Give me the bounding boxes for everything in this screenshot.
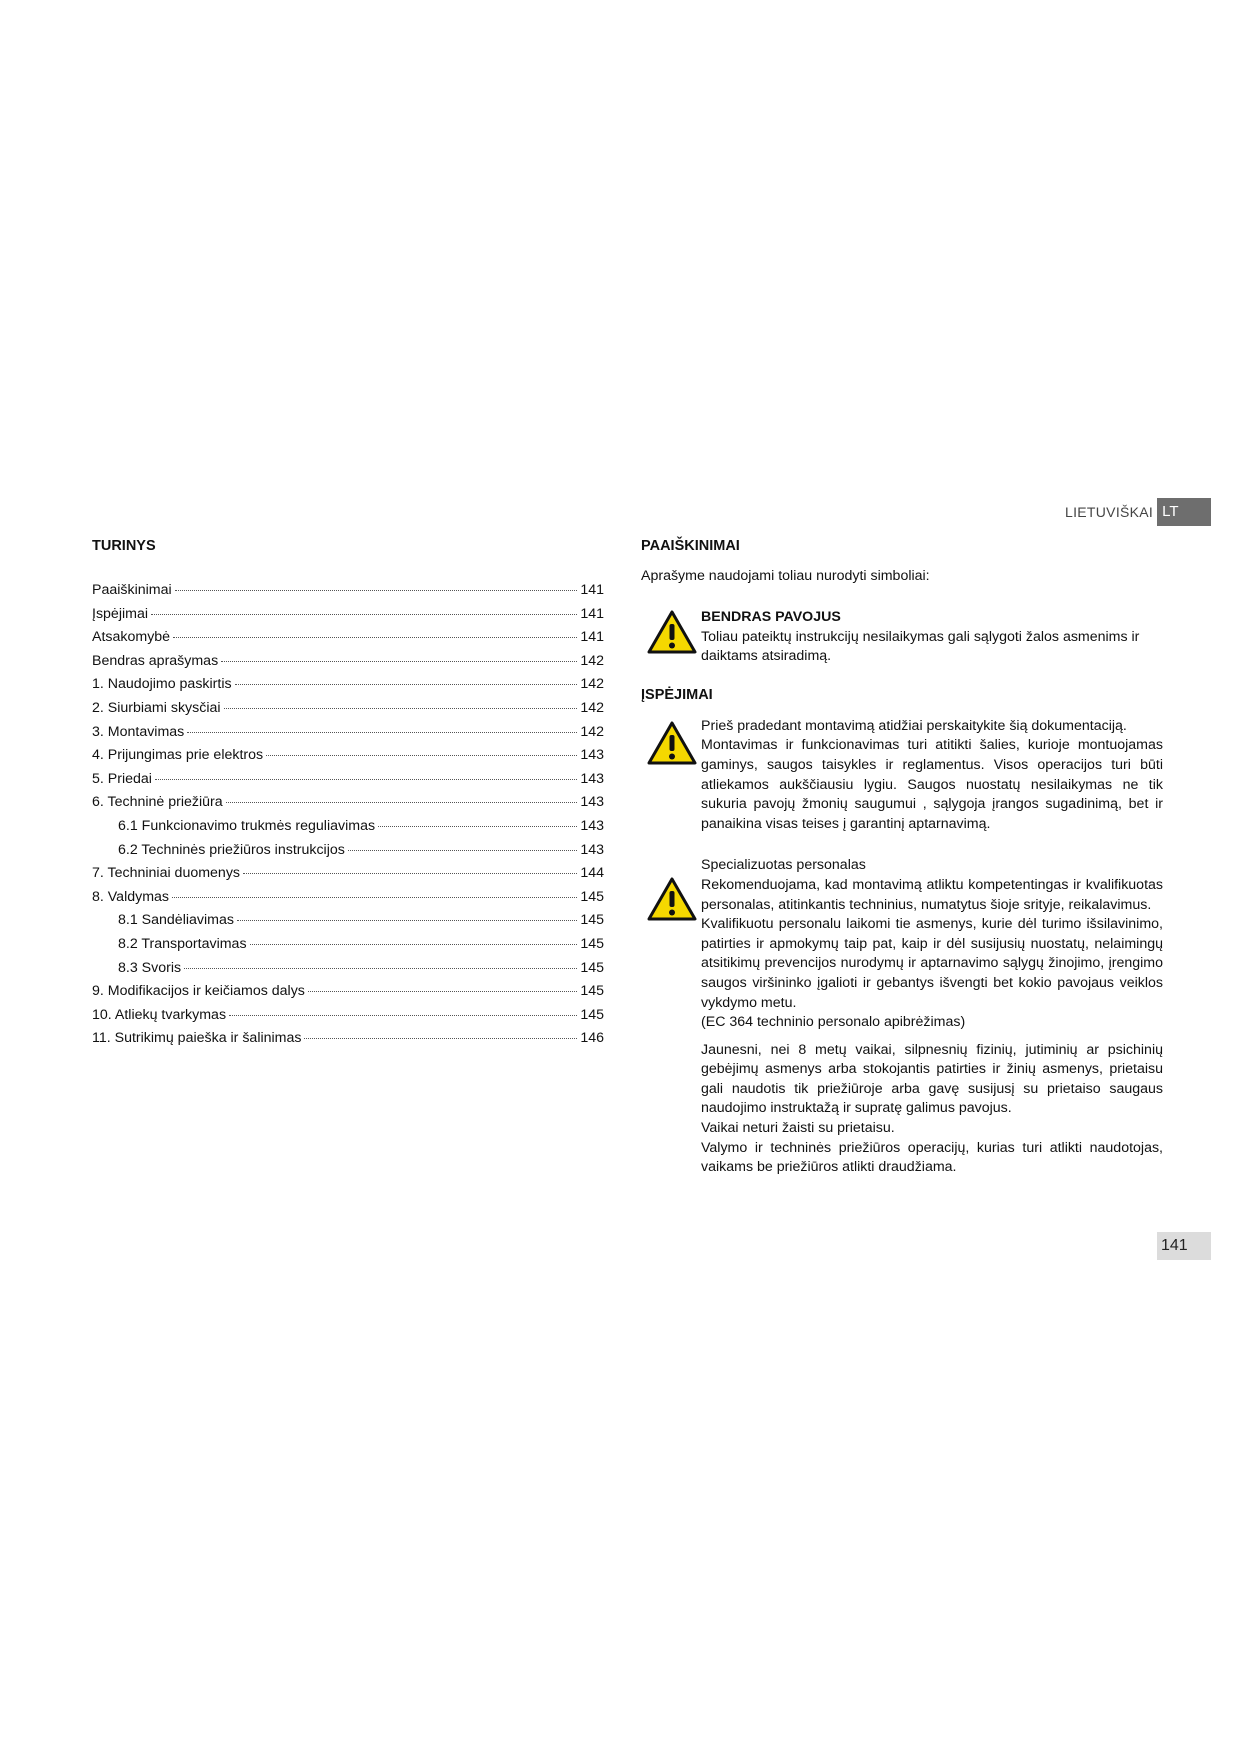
toc-item-page: 142: [580, 723, 604, 740]
toc-leader-dots: [348, 850, 577, 851]
language-name: LIETUVIŠKAI: [1065, 504, 1154, 520]
toc-leader-dots: [173, 637, 577, 638]
toc-item: [92, 936, 604, 960]
toc-item-label: 4. Prijungimas prie elektros: [92, 747, 264, 764]
warning-triangle-icon: [646, 876, 698, 922]
toc-item-label: 6.2 Techninės priežiūros instrukcijos: [118, 841, 345, 858]
toc-item-page: 145: [580, 935, 604, 952]
toc-item-label: 9. Modifikacijos ir keičiamos dalys: [92, 983, 305, 1000]
toc-item: [92, 700, 604, 724]
toc-leader-dots: [226, 802, 578, 803]
warning-2-paragraph-4: Jaunesni, nei 8 metų vaikai, silpnesnių fizinių, jutiminių ar psichinių gebėjimų asmenys arba stokojantis patirties ir žinių asmenys, prietaisu gali naudotis tik priežiūroje arba gavę susijusį su prietaiso saugaus naudojimo instruktažą ir supratę galimus pavojus.: [701, 1041, 1163, 1117]
toc-item-label: 8.3 Svoris: [118, 959, 182, 976]
toc-item-page: 145: [580, 1006, 604, 1023]
toc-item-label: 11. Sutrikimų paieška ir šalinimas: [92, 1030, 302, 1047]
toc-item: [92, 794, 604, 818]
toc-item-label: 7. Techniniai duomenys: [92, 865, 241, 882]
language-code: LT: [1157, 498, 1211, 526]
toc-item: [92, 983, 604, 1007]
specialized-personnel-title: Specializuotas personalas: [701, 857, 866, 874]
toc-item-page: 145: [580, 888, 604, 905]
toc-item: [92, 676, 604, 700]
toc-leader-dots: [224, 708, 578, 709]
toc-item-page: 145: [580, 959, 604, 976]
warning-2-paragraph-2: Kvalifikuotu personalu laikomi tie asmenys, kurie dėl turimo išsilavinimo, patirties ir apmokymų taip pat, kaip ir dėl susijusių nuostatų, nelaimingų atsitikimų prevencijos nurodymų ir aptarnavimo sąlygų žinojimo, įrengimo saugos viršininko įgalioti ir gebantys išvengti bet kokio pavojaus veiklos vykdymo metu.: [701, 916, 1163, 1011]
toc-item-page: 143: [580, 770, 604, 787]
toc-leader-dots: [237, 920, 577, 921]
toc-heading: TURINYS: [92, 538, 156, 554]
warning-block-2: [641, 856, 1171, 1178]
toc-item: [92, 653, 604, 677]
warning-text-1: [701, 717, 1163, 835]
toc-leader-dots: [250, 944, 578, 945]
toc-item: [92, 912, 604, 936]
toc-item: [92, 1007, 604, 1031]
toc-leader-dots: [175, 590, 578, 591]
toc-item: [92, 818, 604, 842]
toc-item-label: 6. Techninė priežiūra: [92, 794, 223, 811]
warnings-heading: ĮSPĖJIMAI: [641, 686, 713, 703]
toc-item-page: 141: [580, 582, 604, 598]
toc-leader-dots: [235, 684, 578, 685]
warning-2-paragraph-3: (EC 364 techninio personalo apibrėžimas): [701, 1014, 966, 1031]
toc-leader-dots: [378, 826, 577, 827]
toc-item: [92, 960, 604, 984]
explanations-intro: Aprašyme naudojami toliau nurodyti simboliai:: [641, 568, 930, 584]
toc-item-label: 3. Montavimas: [92, 723, 185, 740]
toc-leader-dots: [221, 661, 577, 662]
toc-list: [92, 582, 604, 1054]
toc-item-page: 143: [580, 747, 604, 764]
toc-item-page: 144: [580, 865, 604, 882]
toc-item-page: 143: [580, 794, 604, 811]
toc-item: [92, 629, 604, 653]
danger-text-block: [701, 608, 1163, 667]
warning-triangle-icon: [646, 609, 698, 655]
toc-leader-dots: [304, 1038, 577, 1039]
warning-2-paragraph-1: Rekomenduojama, kad montavimą atliktu kompetentingas ir kvalifikuotas personalas, atitinkantis techninius, numatytus šioje srityje, reikalavimus.: [701, 876, 1163, 913]
toc-item-label: Paaiškinimai: [92, 582, 172, 598]
toc-leader-dots: [229, 1015, 577, 1016]
toc-item-label: 5. Priedai: [92, 770, 152, 787]
explanations-heading: PAAIŠKINIMAI: [641, 538, 740, 554]
toc-item-label: 8.2 Transportavimas: [118, 935, 247, 952]
toc-item: [92, 865, 604, 889]
table-of-contents: [92, 538, 604, 1054]
warning-2-paragraph-6: Valymo ir techninės priežiūros operacijų, kurias turi atlikti naudotojas, vaikams be priežiūros atlikti draudžiama.: [701, 1139, 1163, 1176]
toc-item-label: 6.1 Funkcionavimo trukmės reguliavimas: [118, 817, 376, 834]
toc-leader-dots: [308, 991, 577, 992]
page-number: 141: [1157, 1232, 1211, 1260]
toc-item-label: 2. Siurbiami skysčiai: [92, 699, 221, 716]
danger-title: BENDRAS PAVOJUS: [701, 609, 841, 625]
toc-item: [92, 747, 604, 771]
toc-item-label: Bendras aprašymas: [92, 652, 219, 669]
toc-item-page: 146: [580, 1030, 604, 1047]
toc-item-page: 145: [580, 983, 604, 1000]
toc-item-label: Įspėjimai: [92, 605, 148, 622]
toc-item-page: 145: [580, 912, 604, 929]
toc-leader-dots: [243, 873, 577, 874]
toc-leader-dots: [184, 968, 577, 969]
toc-item: [92, 606, 604, 630]
toc-item-page: 143: [580, 817, 604, 834]
toc-item: [92, 582, 604, 606]
right-column: [641, 538, 1171, 1178]
warning-block-1: [641, 717, 1171, 835]
toc-item-label: Atsakomybė: [92, 629, 171, 646]
toc-item-label: 8.1 Sandėliavimas: [118, 912, 234, 929]
warning-text-2: [701, 856, 1163, 1178]
toc-leader-dots: [151, 614, 577, 615]
danger-block: [641, 608, 1171, 667]
toc-item: [92, 889, 604, 913]
warning-triangle-icon: [646, 720, 698, 766]
toc-item: [92, 842, 604, 866]
danger-text: Toliau pateiktų instrukcijų nesilaikymas gali sąlygoti žalos asmenims ir daiktams atsiradimą.: [701, 628, 1140, 665]
toc-item-page: 142: [580, 652, 604, 669]
toc-item: [92, 1030, 604, 1054]
toc-item-page: 142: [580, 676, 604, 693]
toc-item-page: 142: [580, 699, 604, 716]
toc-leader-dots: [172, 897, 577, 898]
toc-item-page: 141: [580, 629, 604, 646]
language-tab: [1065, 498, 1211, 526]
toc-item-label: 1. Naudojimo paskirtis: [92, 676, 232, 693]
toc-item: [92, 724, 604, 748]
toc-item-label: 10. Atliekų tvarkymas: [92, 1006, 227, 1023]
toc-leader-dots: [187, 732, 577, 733]
toc-item-label: 8. Valdymas: [92, 888, 170, 905]
warning-2-paragraph-5: Vaikai neturi žaisti su prietaisu.: [701, 1120, 895, 1137]
toc-item: [92, 771, 604, 795]
warning-1-paragraph-1: Prieš pradedant montavimą atidžiai perskaitykite šią dokumentaciją.: [701, 717, 1127, 734]
warning-1-paragraph-2: Montavimas ir funkcionavimas turi atitikti šalies, kurioje montuojamas gaminys, saugos taisykles ir reglamentus. Visos operacijos turi būti atliekamos aukščiausiu lygiu. Saugos nuostatų nesilaikymas ne tik sukuria pavojų žmonių saugumui , sąlygoja įrangos sugadinimą, bet ir panaikina visas teises į garantinį aptarnavimą.: [701, 737, 1163, 832]
toc-item-page: 141: [580, 605, 604, 622]
toc-item-page: 143: [580, 841, 604, 858]
toc-leader-dots: [155, 779, 577, 780]
toc-leader-dots: [266, 755, 577, 756]
